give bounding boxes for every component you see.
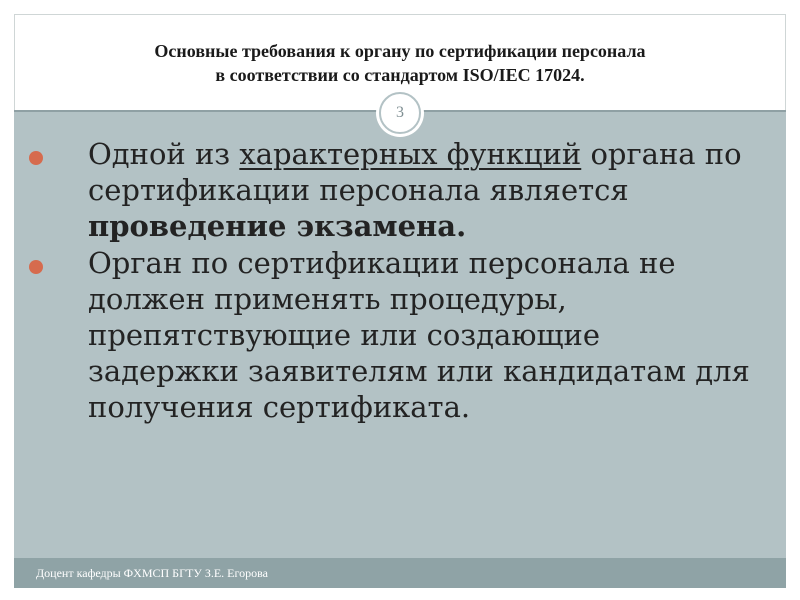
- bullet-2-text: Орган по сертификации персонала не должен применять процедуры, препятствующие или создающие задержки заявителям или кандидатам для получения сертификата.: [88, 246, 750, 424]
- title-line-1: Основные требования к органу по сертификации персонала: [154, 41, 646, 61]
- footer-text: Доцент кафедры ФХМСП БГТУ З.Е. Егорова: [36, 565, 268, 580]
- slide-number-badge: 3: [379, 92, 421, 134]
- bullet-1-underlined-phrase: характерных функций: [239, 137, 582, 171]
- bullet-dot-icon: [29, 151, 43, 165]
- title-line-2: в соответствии со стандартом ISO/IEC 17024.: [215, 65, 585, 85]
- bullet-1-text-c: органа по сертификации персонала является: [88, 137, 742, 207]
- bullet-list: [14, 136, 786, 426]
- bullet-1-text-a: Одной из: [88, 137, 240, 171]
- bullet-1-bold-phrase: проведение экзамена.: [88, 209, 467, 243]
- bullet-item-2: [14, 245, 786, 425]
- slide-footer: [14, 558, 786, 588]
- bullet-item-1: [14, 136, 786, 244]
- bullet-dot-icon: [29, 260, 43, 274]
